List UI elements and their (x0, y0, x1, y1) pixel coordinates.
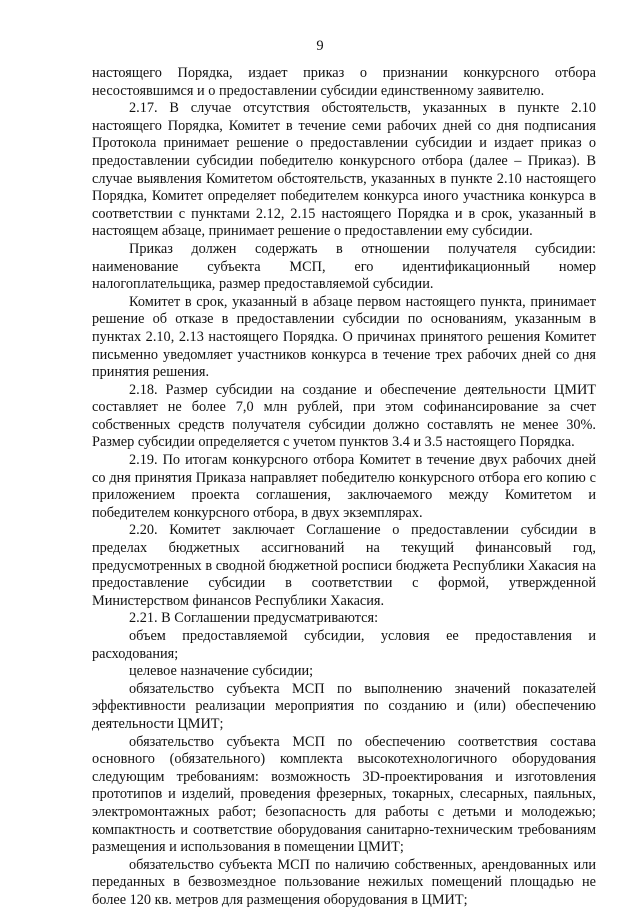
paragraph-order-content: Приказ должен содержать в отношении получателя субсидии: наименование субъекта МСП, его идентификационный номер налогоплательщика, размер предоставляемой субсидии. (92, 240, 596, 293)
paragraph-2-18: 2.18. Размер субсидии на создание и обеспечение деятельности ЦМИТ составляет не более 7,0 млн рублей, при этом софинансирование за счет собственных средств получателя субсидии должно составлять не менее 30%. Размер субсидии определяется с учетом пунктов 3.4 и 3.5 настоящего Порядка. (92, 381, 596, 451)
paragraph-continuation: настоящего Порядка, издает приказ о признании конкурсного отбора несостоявшимся и о предоставлении субсидии единственному заявителю. (92, 65, 596, 99)
paragraph-2-21: 2.21. В Соглашении предусматриваются: (129, 610, 379, 627)
paragraph-2-17: 2.17. В случае отсутствия обстоятельств, указанных в пункте 2.10 настоящего Порядка, Комитет в течение семи рабочих дней со дня подписания Протокола принимает решение о предоставлении субсидии и издает приказ о предоставлении субсидии победителю конкурсного отбора (далее – Приказ). В случае выявления Комитетом обстоятельств, указанных в пункте 2.10 настоящего Порядка, Комитет определяет победителем конкурса иного участника конкурса в соответствии с пунктами 2.12, 2.15 настоящего Порядка и в срок, указанный в настоящем абзаце, принимает решение о предоставлении ему субсидии. (92, 100, 596, 240)
document-body (92, 65, 596, 910)
paragraph-refusal: Комитет в срок, указанный в абзаце первом настоящего пункта, принимает решение об отказе в предоставлении субсидии по основаниям, указанным в пунктах 2.10, 2.13 настоящего Порядка. О причинах принятого решения Комитет письменно уведомляет участников конкурса в течение трех рабочих дней со дня принятия решения. (92, 293, 596, 381)
page-number: 9 (316, 38, 324, 54)
list-item-equipment: обязательство субъекта МСП по обеспечению соответствия состава основного (обязательного) комплекта высокотехнологичного оборудования следующим требованиям: возможность 3D-проектирования и изготовления прототипов и изделий, проведения фрезерных, токарных, слесарных, паяльных, электромонтажных работ; безопасность для работы с детьми и молодежью; компактность и соответствие оборудования санитарно-техническим требованиям размещения и использования в помещении ЦМИТ; (92, 733, 596, 856)
list-item-volume: объем предоставляемой субсидии, условия ее предоставления и расходования; (92, 628, 596, 662)
list-item-indicators: обязательство субъекта МСП по выполнению значений показателей эффективности реализации мероприятия по созданию и (или) обеспечению деятельности ЦМИТ; (92, 680, 596, 732)
paragraph-2-20: 2.20. Комитет заключает Соглашение о предоставлении субсидии в пределах бюджетных ассигнований на текущий финансовый год, предусмотренных в сводной бюджетной росписи бюджета Республики Хакасия на предоставление субсидии в соответствии с формой, утвержденной Министерством финансов Республики Хакасия. (92, 522, 596, 609)
list-item-premises: обязательство субъекта МСП по наличию собственных, арендованных или переданных в безвозмездное пользование нежилых помещений площадью не более 120 кв. метров для размещения оборудования в ЦМИТ; (92, 856, 596, 908)
list-item-purpose: целевое назначение субсидии; (129, 663, 314, 680)
paragraph-2-19: 2.19. По итогам конкурсного отбора Комитет в течение двух рабочих дней со дня принятия Приказа направляет победителю конкурсного отбора его копию с приложением проекта соглашения, заключаемого между Комитетом и победителем конкурсного отбора, в двух экземплярах. (92, 452, 596, 521)
